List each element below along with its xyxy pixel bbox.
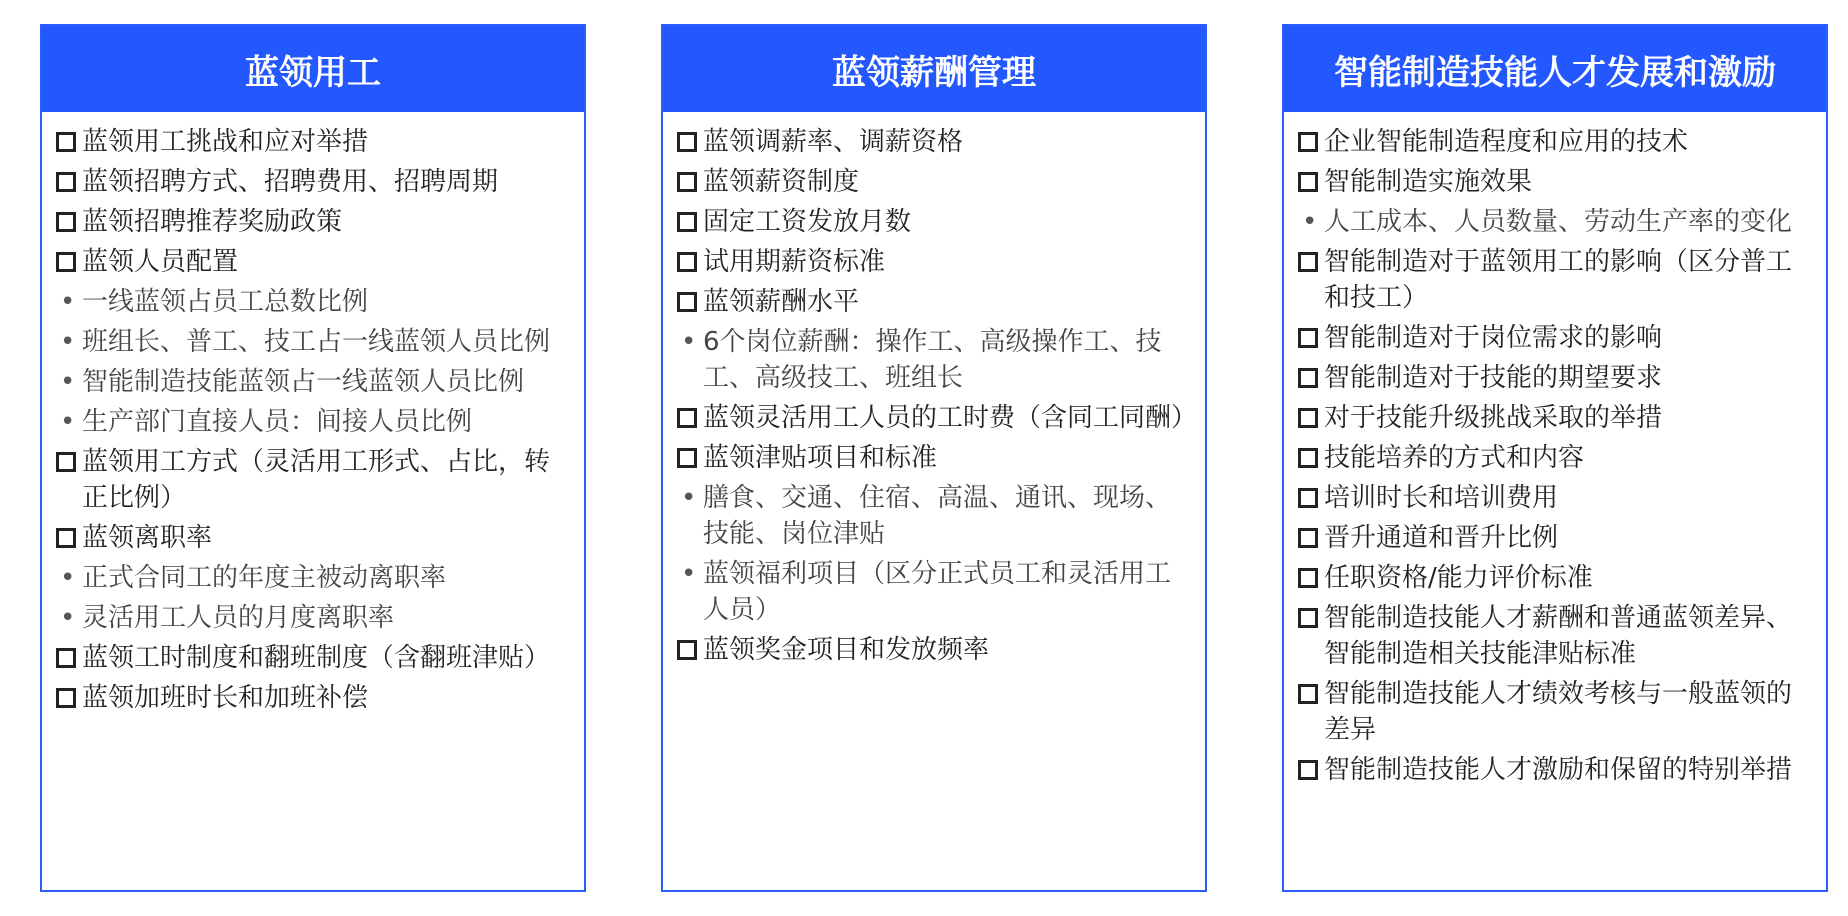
item-text: 蓝领调薪率、调薪资格	[703, 127, 964, 157]
square-box-icon	[56, 172, 76, 192]
item-text: 6个岗位薪酬：操作工、高级操作工、技工、高级技工、班组长	[703, 327, 1162, 393]
checkbox-item	[1298, 320, 1814, 356]
panel-title: 智能制造技能人才发展和激励	[1284, 26, 1826, 112]
panel-title: 蓝领薪酬管理	[663, 26, 1205, 112]
checkbox-item	[677, 632, 1193, 668]
checkbox-item	[1298, 124, 1814, 160]
square-box-icon	[677, 408, 697, 428]
item-text: 智能制造对于岗位需求的影响	[1324, 323, 1663, 353]
bullet-dot-icon: •	[60, 603, 76, 633]
item-text: 蓝领工时制度和翻班制度（含翻班津贴）	[82, 643, 551, 673]
item-text: 班组长、普工、技工占一线蓝领人员比例	[82, 327, 551, 357]
square-box-icon	[1298, 528, 1318, 548]
square-box-icon	[56, 132, 76, 152]
bullet-item	[677, 324, 1193, 396]
square-box-icon	[677, 132, 697, 152]
item-text: 智能制造技能蓝领占一线蓝领人员比例	[82, 367, 525, 397]
square-box-icon	[1298, 760, 1318, 780]
square-box-icon	[1298, 172, 1318, 192]
square-box-icon	[1298, 132, 1318, 152]
item-text: 智能制造实施效果	[1324, 167, 1533, 197]
checkbox-item	[677, 204, 1193, 240]
item-text: 蓝领加班时长和加班补偿	[82, 683, 369, 713]
item-list	[663, 112, 1205, 668]
bullet-item	[56, 324, 572, 360]
square-box-icon	[1298, 608, 1318, 628]
bullet-dot-icon: •	[681, 559, 697, 589]
checkbox-item	[56, 124, 572, 160]
bullet-dot-icon: •	[60, 563, 76, 593]
bullet-item	[677, 556, 1193, 628]
item-list	[42, 112, 584, 716]
checkbox-item	[1298, 164, 1814, 200]
bullet-item	[56, 560, 572, 596]
checkbox-item	[677, 400, 1198, 436]
item-text: 蓝领津贴项目和标准	[703, 443, 938, 473]
checkbox-item	[677, 440, 1193, 476]
square-box-icon	[1298, 408, 1318, 428]
item-list	[1284, 112, 1826, 788]
square-box-icon	[56, 452, 76, 472]
item-text: 蓝领招聘推荐奖励政策	[82, 207, 343, 237]
checkbox-item	[677, 124, 1193, 160]
checkbox-item	[1298, 360, 1814, 396]
item-text: 蓝领人员配置	[82, 247, 239, 277]
bullet-dot-icon: •	[60, 367, 76, 397]
item-text: 任职资格/能力评价标准	[1324, 563, 1593, 593]
square-box-icon	[677, 448, 697, 468]
item-text: 对于技能升级挑战采取的举措	[1324, 403, 1663, 433]
square-box-icon	[56, 252, 76, 272]
checkbox-item	[1298, 440, 1814, 476]
item-text: 蓝领招聘方式、招聘费用、招聘周期	[82, 167, 499, 197]
checkbox-item	[56, 244, 572, 280]
item-text: 一线蓝领占员工总数比例	[82, 287, 369, 317]
checkbox-item	[677, 244, 1193, 280]
bullet-item	[56, 404, 572, 440]
panel-title: 蓝领用工	[42, 26, 584, 112]
item-text: 蓝领灵活用工人员的工时费（含同工同酬）	[703, 403, 1198, 433]
bullet-dot-icon: •	[60, 407, 76, 437]
item-text: 智能制造对于技能的期望要求	[1324, 363, 1663, 393]
checkbox-item	[56, 520, 572, 556]
item-text: 人工成本、人员数量、劳动生产率的变化	[1324, 207, 1793, 237]
item-text: 蓝领用工方式（灵活用工形式、占比，转正比例）	[82, 447, 551, 513]
panel-blue-collar-employment	[40, 24, 586, 892]
square-box-icon	[677, 172, 697, 192]
checkbox-item	[56, 640, 572, 676]
square-box-icon	[56, 648, 76, 668]
checkbox-item	[56, 204, 572, 240]
square-box-icon	[56, 688, 76, 708]
checkbox-item	[1298, 676, 1814, 748]
checkbox-item	[56, 164, 572, 200]
square-box-icon	[1298, 488, 1318, 508]
square-box-icon	[1298, 328, 1318, 348]
panel-blue-collar-compensation	[661, 24, 1207, 892]
square-box-icon	[677, 212, 697, 232]
item-text: 固定工资发放月数	[703, 207, 912, 237]
item-text: 蓝领用工挑战和应对举措	[82, 127, 369, 157]
checkbox-item	[677, 164, 1193, 200]
checkbox-item	[1298, 480, 1814, 516]
item-text: 灵活用工人员的月度离职率	[82, 603, 395, 633]
item-text: 智能制造技能人才激励和保留的特别举措	[1324, 755, 1793, 785]
item-text: 蓝领奖金项目和发放频率	[703, 635, 990, 665]
item-text: 正式合同工的年度主被动离职率	[82, 563, 447, 593]
square-box-icon	[1298, 568, 1318, 588]
bullet-item	[56, 284, 572, 320]
bullet-dot-icon: •	[681, 483, 697, 513]
bullet-dot-icon: •	[60, 327, 76, 357]
panel-smart-manufacturing-talent	[1282, 24, 1828, 892]
square-box-icon	[677, 252, 697, 272]
square-box-icon	[1298, 684, 1318, 704]
item-text: 蓝领福利项目（区分正式员工和灵活用工人员）	[703, 559, 1172, 625]
checkbox-item	[1298, 600, 1814, 672]
item-text: 晋升通道和晋升比例	[1324, 523, 1559, 553]
square-box-icon	[1298, 448, 1318, 468]
checkbox-item	[1298, 560, 1814, 596]
square-box-icon	[677, 292, 697, 312]
checkbox-item	[1298, 520, 1814, 556]
bullet-dot-icon: •	[60, 287, 76, 317]
item-text: 膳食、交通、住宿、高温、通讯、现场、技能、岗位津贴	[703, 483, 1172, 549]
bullet-dot-icon: •	[1302, 207, 1318, 237]
checkbox-item	[56, 444, 572, 516]
item-text: 培训时长和培训费用	[1324, 483, 1559, 513]
square-box-icon	[677, 640, 697, 660]
item-text: 智能制造对于蓝领用工的影响（区分普工和技工）	[1324, 247, 1793, 313]
bullet-item	[677, 480, 1193, 552]
square-box-icon	[56, 528, 76, 548]
item-text: 蓝领离职率	[82, 523, 213, 553]
item-text: 蓝领薪资制度	[703, 167, 860, 197]
bullet-dot-icon: •	[681, 327, 697, 357]
item-text: 生产部门直接人员：间接人员比例	[82, 407, 473, 437]
bullet-item	[1298, 204, 1814, 240]
item-text: 技能培养的方式和内容	[1324, 443, 1585, 473]
item-text: 试用期薪资标准	[703, 247, 886, 277]
checkbox-item	[56, 680, 572, 716]
square-box-icon	[56, 212, 76, 232]
item-text: 蓝领薪酬水平	[703, 287, 860, 317]
checkbox-item	[1298, 400, 1814, 436]
square-box-icon	[1298, 252, 1318, 272]
square-box-icon	[1298, 368, 1318, 388]
bullet-item	[56, 600, 572, 636]
item-text: 智能制造技能人才绩效考核与一般蓝领的差异	[1324, 679, 1793, 745]
checkbox-item	[677, 284, 1193, 320]
bullet-item	[56, 364, 572, 400]
checkbox-item	[1298, 244, 1814, 316]
item-text: 智能制造技能人才薪酬和普通蓝领差异、智能制造相关技能津贴标准	[1324, 603, 1793, 669]
checkbox-item	[1298, 752, 1814, 788]
item-text: 企业智能制造程度和应用的技术	[1324, 127, 1689, 157]
